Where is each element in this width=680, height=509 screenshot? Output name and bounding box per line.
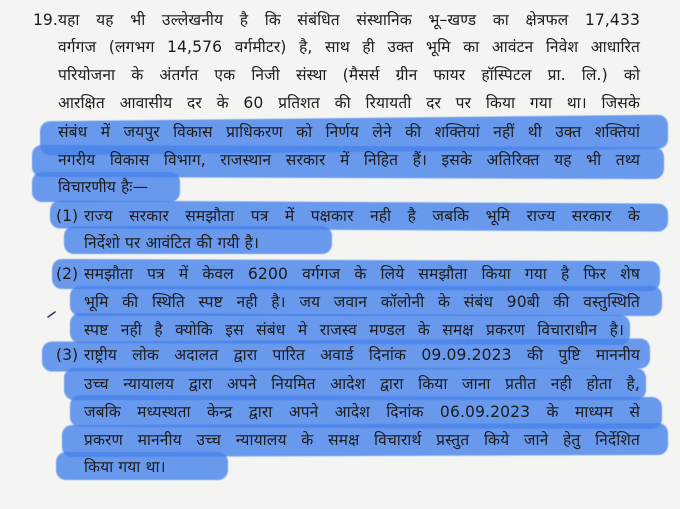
pen-tick-mark	[46, 306, 62, 320]
paragraph-line: संबंध में जयपुर विकास प्राधिकरण को निर्णय लेने की शक्तियां नहीं थी उक्त शक्तियां	[58, 123, 640, 141]
point-number: (2)	[56, 265, 79, 283]
point-line: निर्देशो पर आवंटित की गयी है।	[84, 234, 259, 252]
point-line: राष्ट्रीय लोक अदालत द्वारा पारित अवार्ड दिनांक 09.09.2023 की पुष्टि माननीय	[84, 346, 640, 364]
point-number: (3)	[56, 346, 79, 364]
point-line: किया गया था।	[84, 458, 166, 476]
paragraph-line: आरक्षित आवासीय दर के 60 प्रतिशत की रियायती दर पर किया गया था। जिसके	[58, 94, 640, 112]
paragraph-line: नगरीय विकास विभाग, राजस्थान सरकार में निहित हैं। इसके अतिरिक्त यह भी तथ्य	[58, 151, 640, 169]
point-line: स्पष्ट नही है क्योकि इस संबंध मे राजस्व मण्डल के समक्ष प्रकरण विचाराधीन है।	[84, 321, 624, 339]
point-line: भूमि की स्थिति स्पष्ट नही है। जय जवान कॉलोनी के संबंध 90बी की वस्तुस्थिति	[84, 293, 640, 311]
point-line: जबकि मध्यस्थता केन्द्र द्वारा अपने आदेश दिनांक 06.09.2023 के माध्यम से	[84, 403, 640, 421]
point-line: समझौता पत्र में केवल 6200 वर्गगज के लिये समझौता किया गया है फिर शेष	[84, 265, 640, 283]
paragraph-line: विचारणीय हैः—	[58, 178, 149, 196]
point-line: प्रकरण माननीय उच्च न्यायालय के समक्ष विचारार्थ प्रस्तुत किये जाने हेतु निर्देशित	[84, 431, 640, 449]
paragraph-line: वर्गगज (लगभग 14,576 वर्गमीटर) है, साथ ही उक्त भूमि का आवंटन निवेश आधारित	[58, 38, 640, 56]
paragraph-number: 19.	[33, 11, 58, 29]
point-line: राज्य सरकार समझौता पत्र में पक्षकार नही है जबकि भूमि राज्य सरकार के	[84, 207, 640, 225]
point-line: उच्च न्यायालय द्वारा अपने नियमित आदेश द्वारा किया जाना प्रतीत नही होता है,	[84, 375, 640, 393]
paragraph-line: परियोजना के अंतर्गत एक निजी संस्था (मैसर्स ग्रीन फायर हॉस्पिटल प्रा. लि.) को	[58, 66, 640, 84]
point-number: (1)	[56, 207, 79, 225]
paragraph-line: यहा यह भी उल्लेखनीय है कि संबंधित संस्थानिक भू–खण्ड का क्षेत्रफल 17,433	[58, 11, 640, 29]
